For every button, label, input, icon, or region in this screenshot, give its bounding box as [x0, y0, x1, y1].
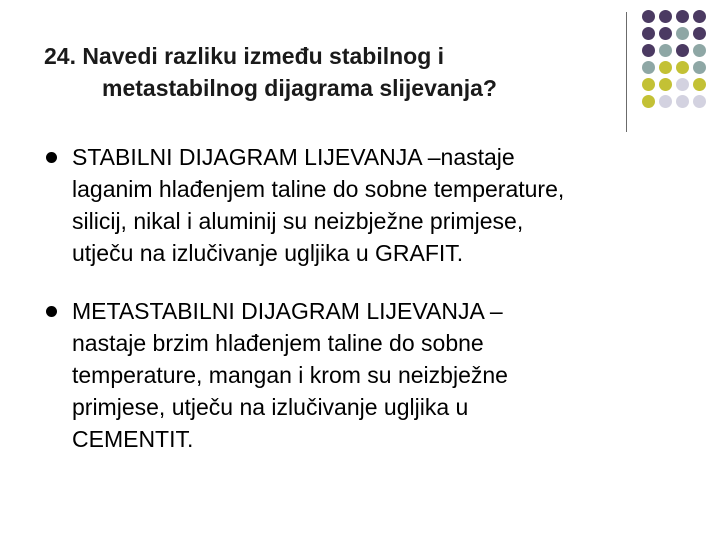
decorative-dot-grid — [640, 10, 720, 120]
decor-dot — [642, 10, 655, 23]
decor-dot — [659, 95, 672, 108]
decor-dot — [642, 44, 655, 57]
bullet-line: CEMENTIT. — [72, 426, 194, 452]
decor-dot — [693, 61, 706, 74]
bullet-icon — [46, 152, 57, 163]
bullet-line: METASTABILNI DIJAGRAM LIJEVANJA – — [72, 298, 503, 324]
title-line-2: metastabilnog dijagrama slijevanja? — [102, 75, 497, 101]
decor-dot — [659, 10, 672, 23]
decorative-divider — [626, 12, 627, 132]
decor-dot — [693, 27, 706, 40]
slide-title — [44, 40, 604, 104]
list-item — [46, 141, 706, 269]
decor-dot — [676, 44, 689, 57]
decor-dot — [659, 27, 672, 40]
title-line-1: 24. Navedi razliku između stabilnog i — [44, 43, 445, 69]
decor-dot — [659, 61, 672, 74]
list-item — [46, 295, 706, 455]
decor-dot — [676, 61, 689, 74]
decor-dot — [693, 10, 706, 23]
bullet-line: utječu na izlučivanje ugljika u GRAFIT. — [72, 240, 464, 266]
bullet-line: nastaje brzim hlađenjem taline do sobne — [72, 330, 484, 356]
decor-dot — [693, 95, 706, 108]
bullet-list — [46, 141, 706, 481]
decor-dot — [642, 61, 655, 74]
decor-dot — [676, 10, 689, 23]
bullet-line: silicij, nikal i aluminij su neizbježne primjese, — [72, 208, 524, 234]
decor-dot — [693, 44, 706, 57]
decor-dot — [659, 44, 672, 57]
bullet-line: laganim hlađenjem taline do sobne temperature, — [72, 176, 565, 202]
bullet-icon — [46, 306, 57, 317]
decor-dot — [693, 78, 706, 91]
bullet-line: temperature, mangan i krom su neizbježne — [72, 362, 508, 388]
decor-dot — [676, 95, 689, 108]
decor-dot — [642, 27, 655, 40]
decor-dot — [676, 27, 689, 40]
decor-dot — [659, 78, 672, 91]
bullet-line: STABILNI DIJAGRAM LIJEVANJA –nastaje — [72, 144, 515, 170]
bullet-line: primjese, utječu na izlučivanje ugljika u — [72, 394, 469, 420]
decor-dot — [676, 78, 689, 91]
decor-dot — [642, 78, 655, 91]
decor-dot — [642, 95, 655, 108]
